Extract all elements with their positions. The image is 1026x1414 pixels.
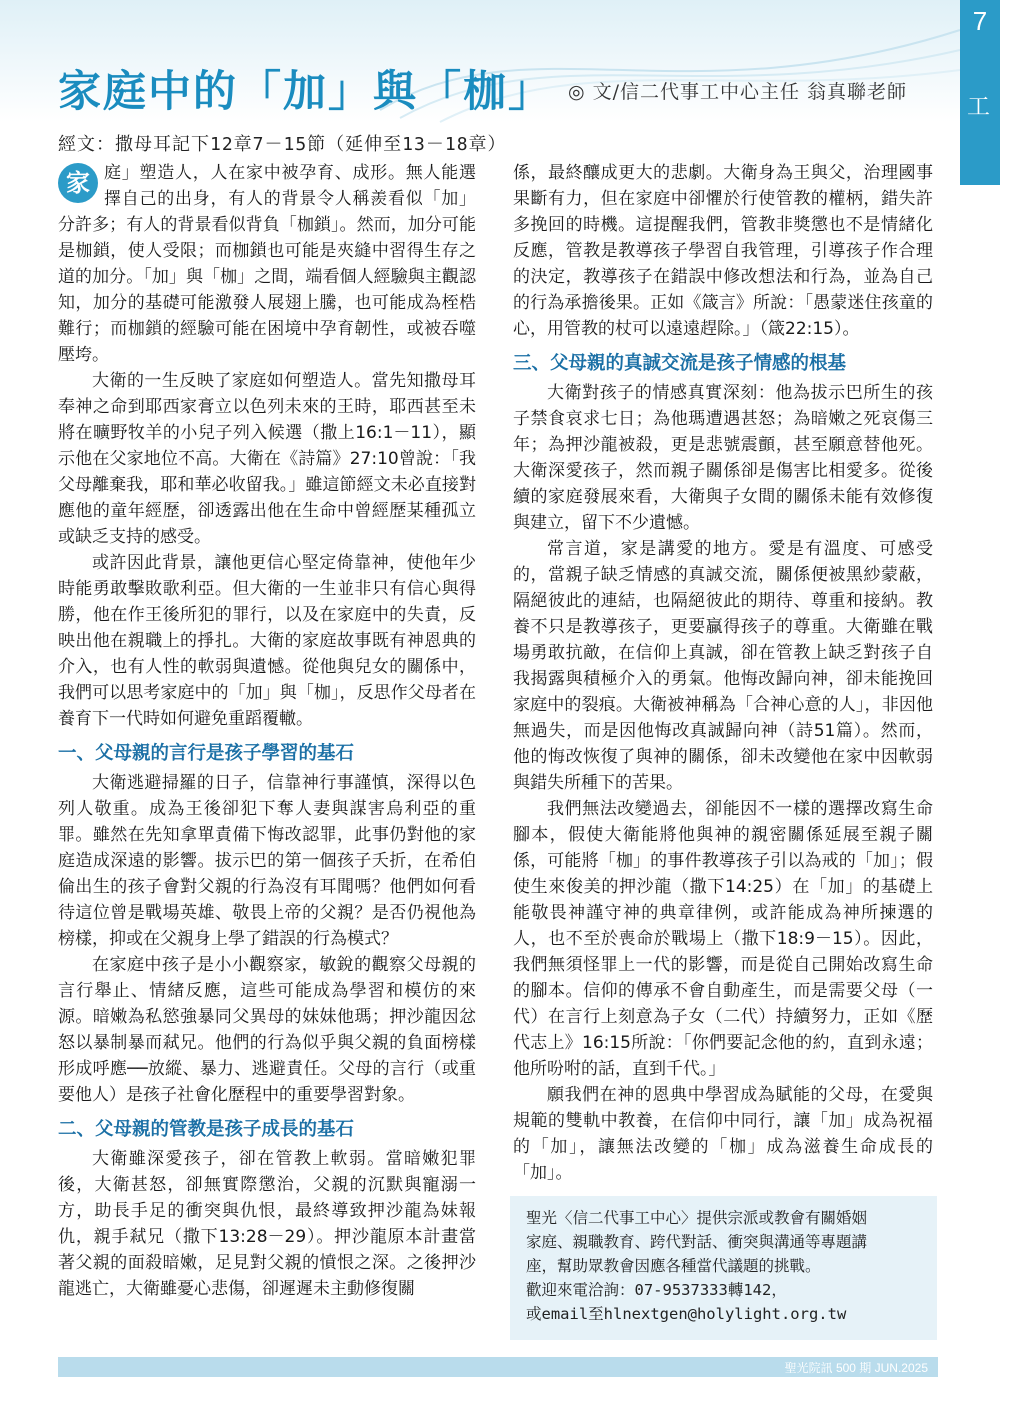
section-3-paragraph-3: 我們無法改變過去，卻能因不一樣的選擇改寫生命腳本，假使大衛能將他與神的親密關係延展至親子關係，可能將「枷」的事件教導孩子引以為戒的「加」；假使生來俊美的押沙龍（撒下14:25）在「加」的基礎上能敬畏神謹守神的典章律例，或許能成為神所揀選的人，也不至於喪命於戰場上（撒下18:9－15）。因此，我們無須怪罪上一代的影響，而是從自己開始改寫生命的腳本。信仰的傳承不會自動產生，而是需要父母（一代）在言行上刻意為子女（二代）持續努力，正如《歷代志上》16:15所說：「你們要記念他的約，直到永遠；他所吩咐的話，直到千代。」 (513, 799, 933, 1079)
section-3-heading: 三、父母親的真誠交流是孩子情感的根基 (513, 353, 847, 374)
section-1-paragraph-1: 大衛逃避掃羅的日子，信靠神行事謹慎，深得以色列人敬重。成為王後卻犯下奪人妻與謀害烏利亞的重罪。雖然在先知拿單責備下悔改認罪，此事仍對他的家庭造成深遠的影響。拔示巴的第一個孩子夭折，在希伯倫出生的孩子會對父親的行為沒有耳聞嗎？他們如何看待這位曾是戰場英雄、敬畏上帝的父親？是否仍視他為榜樣，抑或在父親身上學了錯誤的行為模式？ (58, 773, 476, 949)
dropcap: 家 (58, 163, 98, 203)
infobox-line-3: 座，幫助眾教會因應各種當代議題的挑戰。 (526, 1257, 821, 1275)
section-tab-label: 信二代事工 (963, 56, 1022, 156)
intro-paragraph-1-text: 庭」塑造人，人在家中被孕育、成形。無人能選擇自己的出身，有人的背景令人稱羨看似「加」分許多；有人的背景看似背負「枷鎖」。然而，加分可能是枷鎖，使人受限；而枷鎖也可能是夾縫中習得生存之道的加分。「加」與「枷」之間，端看個人經驗與主觀認知，加分的基礎可能激發人展翅上騰，也可能成為桎梏難行；而枷鎖的經驗可能在困境中孕育韌性，或被吞噬壓垮。 (58, 163, 476, 365)
footer-issue: 聖光院訊 500 期 JUN.2025 (784, 1361, 928, 1375)
article-title: 家庭中的「加」與「枷」 (58, 67, 553, 117)
section-1-paragraph-2: 在家庭中孩子是小小觀察家，敏銳的觀察父母親的言行舉止、情緒反應，這些可能成為學習和模仿的來源。暗嫩為私慾強暴同父異母的妹妹他瑪；押沙龍因忿怒以暴制暴而弒兄。他們的行為似乎與父親的負面榜樣形成呼應──放縱、暴力、逃避責任。父母的言行（或重要他人）是孩子社會化歷程中的重要學習對象。 (58, 955, 476, 1105)
section-1-heading: 一、父母親的言行是孩子學習的基石 (58, 743, 355, 764)
contact-infobox (510, 1196, 937, 1340)
infobox-line-2: 家庭、親職教育、跨代對話、衝突與溝通等專題講 (526, 1233, 868, 1251)
section-3-paragraph-1: 大衛對孩子的情感真實深刻：他為拔示巴所生的孩子禁食哀求七日；為他瑪遭遇甚怒；為暗嫩之死哀傷三年；為押沙龍被殺，更是悲號震顫，甚至願意替他死。大衛深愛孩子，然而親子關係卻是傷害比相愛多。從後續的家庭發展來看，大衛與子女間的關係未能有效修復與建立，留下不少遺憾。 (513, 383, 933, 533)
section-tab (960, 0, 1022, 185)
infobox-phone: 歡迎來電洽詢：07-9537333轉142， (526, 1281, 787, 1299)
intro-paragraph-3: 或許因此背景，讓他更信心堅定倚靠神，使他年少時能勇敢擊敗歌利亞。但大衛的一生並非只有信心與得勝，他在作王後所犯的罪行，以及在家庭中的失責，反映出他在親職上的掙扎。大衛的家庭故事既有神恩典的介入，也有人性的軟弱與遺憾。從他與兒女的關係中，我們可以思考家庭中的「加」與「枷」，反思作父母者在養育下一代時如何避免重蹈覆轍。 (58, 553, 476, 729)
intro-paragraph-2: 大衛的一生反映了家庭如何塑造人。當先知撒母耳奉神之命到耶西家膏立以色列未來的王時，耶西甚至未將在曠野牧羊的小兒子列入候選（撒上16:1－11），顯示他在父家地位不高。大衛在《詩篇》27:10曾說：「我父母離棄我，耶和華必收留我。」雖這節經文未必直接對應他的童年經歷，卻透露出他在生命中曾經歷某種孤立或缺乏支持的感受。 (58, 371, 476, 547)
section-2-heading: 二、父母親的管教是孩子成長的基石 (58, 1119, 355, 1140)
section-2-paragraph-1b: 係，最終釀成更大的悲劇。大衛身為王與父，治理國事果斷有力，但在家庭中卻懼於行使管教的權柄，錯失許多挽回的時機。這提醒我們，管教非獎懲也不是情緒化反應，管教是教導孩子學習自我管理，引導孩子作合理的決定，教導孩子在錯誤中修改想法和行為，並為自己的行為承擔後果。正如《箴言》所說：「愚蒙迷住孩童的心，用管教的杖可以遠遠趕除。」（箴22:15）。 (513, 163, 933, 339)
scripture-reference: 經文：撒母耳記下12章7－15節（延伸至13－18章） (58, 134, 507, 155)
author-byline: ◎ 文/信二代事工中心主任 翁真聯老師 (568, 81, 908, 103)
intro-paragraph-1 (58, 160, 476, 368)
left-column (58, 160, 476, 1302)
right-column (513, 160, 933, 1186)
page-number: 7 (972, 6, 988, 36)
infobox-line-1: 聖光〈信二代事工中心〉提供宗派或教會有關婚姻 (526, 1209, 868, 1227)
section-2-paragraph-1a: 大衛雖深愛孩子，卻在管教上軟弱。當暗嫩犯罪後，大衛甚怒，卻無實際懲治，父親的沉默與寵溺一方，助長手足的衝突與仇恨，最終導致押沙龍為妹報仇，親手弒兄（撒下13:28－29）。押沙龍原本計畫當著父親的面殺暗嫩，足見對父親的憤恨之深。之後押沙龍逃亡，大衛雖憂心悲傷，卻遲遲未主動修復關 (58, 1149, 476, 1299)
section-3-paragraph-2: 常言道，家是講愛的地方。愛是有溫度、可感受的，當親子缺乏情感的真誠交流，關係便被黑紗蒙蔽，隔絕彼此的連結，也隔絕彼此的期待、尊重和接納。教養不只是教導孩子，更要贏得孩子的尊重。大衛雖在戰場勇敢抗敵，在信仰上真誠，卻在管教上缺乏對孩子自我揭露與積極介入的勇氣。他悔改歸向神，卻未能挽回家庭中的裂痕。大衛被神稱為「合神心意的人」，非因他無過失，而是因他悔改真誠歸向神（詩51篇）。然而，他的悔改恢復了與神的關係，卻未改變他在家中因軟弱與錯失所種下的苦果。 (513, 539, 933, 793)
section-3-paragraph-4: 願我們在神的恩典中學習成為賦能的父母，在愛與規範的雙軌中教養，在信仰中同行，讓「加」成為祝福的「加」，讓無法改變的「枷」成為滋養生命成長的「加」。 (513, 1085, 933, 1183)
infobox-email[interactable]: 或email至hlnextgen@holylight.org.tw (526, 1305, 847, 1323)
